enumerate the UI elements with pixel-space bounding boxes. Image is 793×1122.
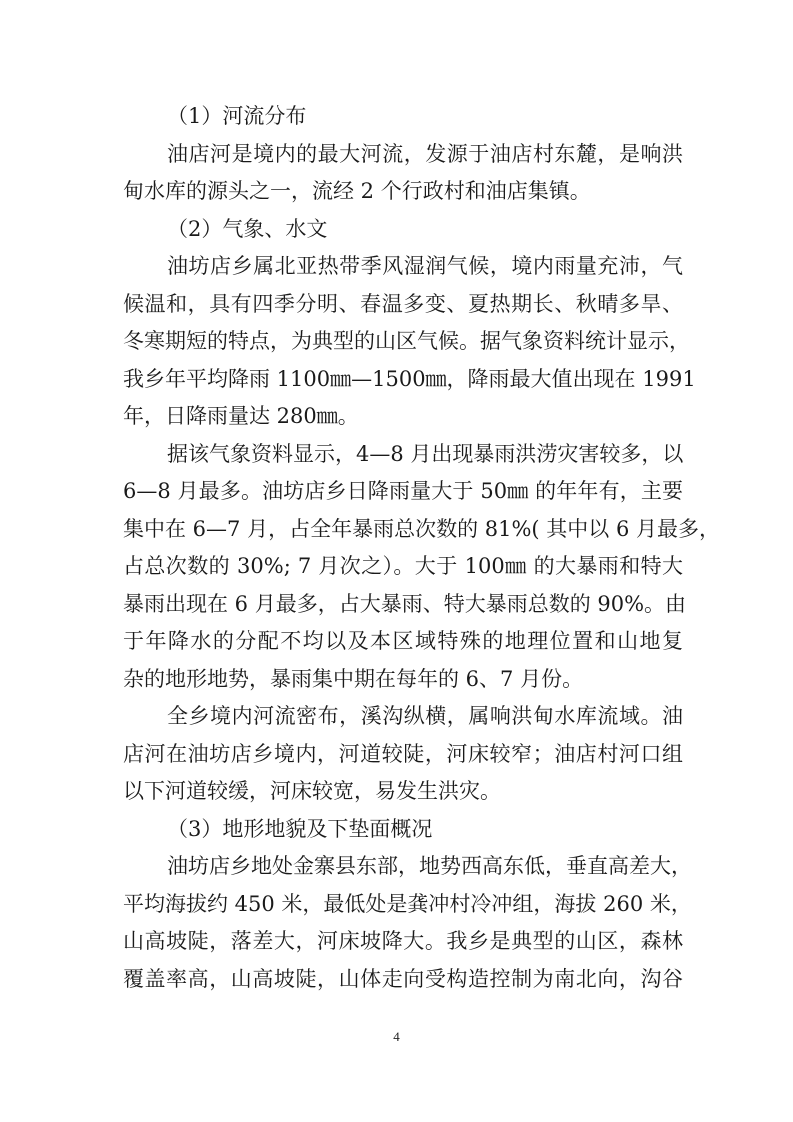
text-line: 山高坡陡，落差大，河床坡降大。我乡是典型的山区，森林 (123, 929, 683, 953)
text-line: 店河在油坊店乡境内，河道较陡，河床较窄；油店村河口组 (123, 741, 683, 766)
text-line: 候温和，具有四季分明、春温多变、夏热期长、秋晴多旱、 (123, 291, 683, 316)
paragraph (123, 436, 721, 699)
text-line: 我乡年平均降雨 1100㎜—1500㎜，降雨最大值出现在 1991 (123, 366, 696, 391)
text-line: 6—8 月最多。油坊店乡日降雨量大于 50㎜ 的年年有，主要 (123, 479, 683, 503)
text-line: 年，日降雨量达 280㎜。 (123, 404, 359, 428)
paragraph (123, 848, 692, 998)
text-line: 据该气象资料显示，4—8 月出现暴雨洪涝灾害较多，以 (167, 441, 684, 466)
text-line: 甸水库的源头之一，流经 2 个行政村和油店集镇。 (123, 179, 591, 203)
section-heading: （2）气象、水文 (167, 216, 328, 241)
page-number: 4 (393, 1029, 400, 1044)
text-line: 平均海拔约 450 米，最低处是龚冲村冷冲组，海拔 260 米， (123, 891, 692, 916)
text-line: 覆盖率高，山高坡陡，山体走向受构造控制为南北向，沟谷 (123, 966, 683, 991)
paragraph (123, 698, 683, 811)
text-line: 冬寒期短的特点，为典型的山区气候。据气象资料统计显示， (123, 329, 690, 353)
text-line: 以下河道较缓，河床较宽，易发生洪灾。 (123, 779, 501, 803)
text-line: 集中在 6—7 月，占全年暴雨总次数的 81%( 其中以 6 月最多， (123, 516, 721, 541)
paragraph (123, 248, 696, 436)
section-heading: （1）河流分布 (167, 104, 307, 128)
text-line: 于年降水的分配不均以及本区域特殊的地理位置和山地复 (123, 629, 683, 653)
text-line: 杂的地形地势，暴雨集中期在每年的 6、7 月份。 (123, 666, 584, 691)
section-heading: （3）地形地貌及下垫面概况 (167, 816, 433, 841)
text-line: 油坊店乡属北亚热带季风湿润气候，境内雨量充沛，气 (167, 254, 683, 278)
text-line: 暴雨出现在 6 月最多，占大暴雨、特大暴雨总数的 90%。由 (123, 591, 687, 616)
document-body (123, 98, 721, 998)
text-line: 占总次数的 30%; 7 月次之）。大于 100㎜ 的大暴雨和特大 (123, 554, 683, 578)
paragraph (123, 136, 683, 211)
text-line: 全乡境内河流密布，溪沟纵横，属响洪甸水库流域。油 (167, 704, 683, 728)
text-line: 油坊店乡地处金寨县东部，地势西高东低，垂直高差大， (167, 854, 692, 878)
text-line: 油店河是境内的最大河流，发源于油店村东麓，是响洪 (167, 141, 683, 166)
